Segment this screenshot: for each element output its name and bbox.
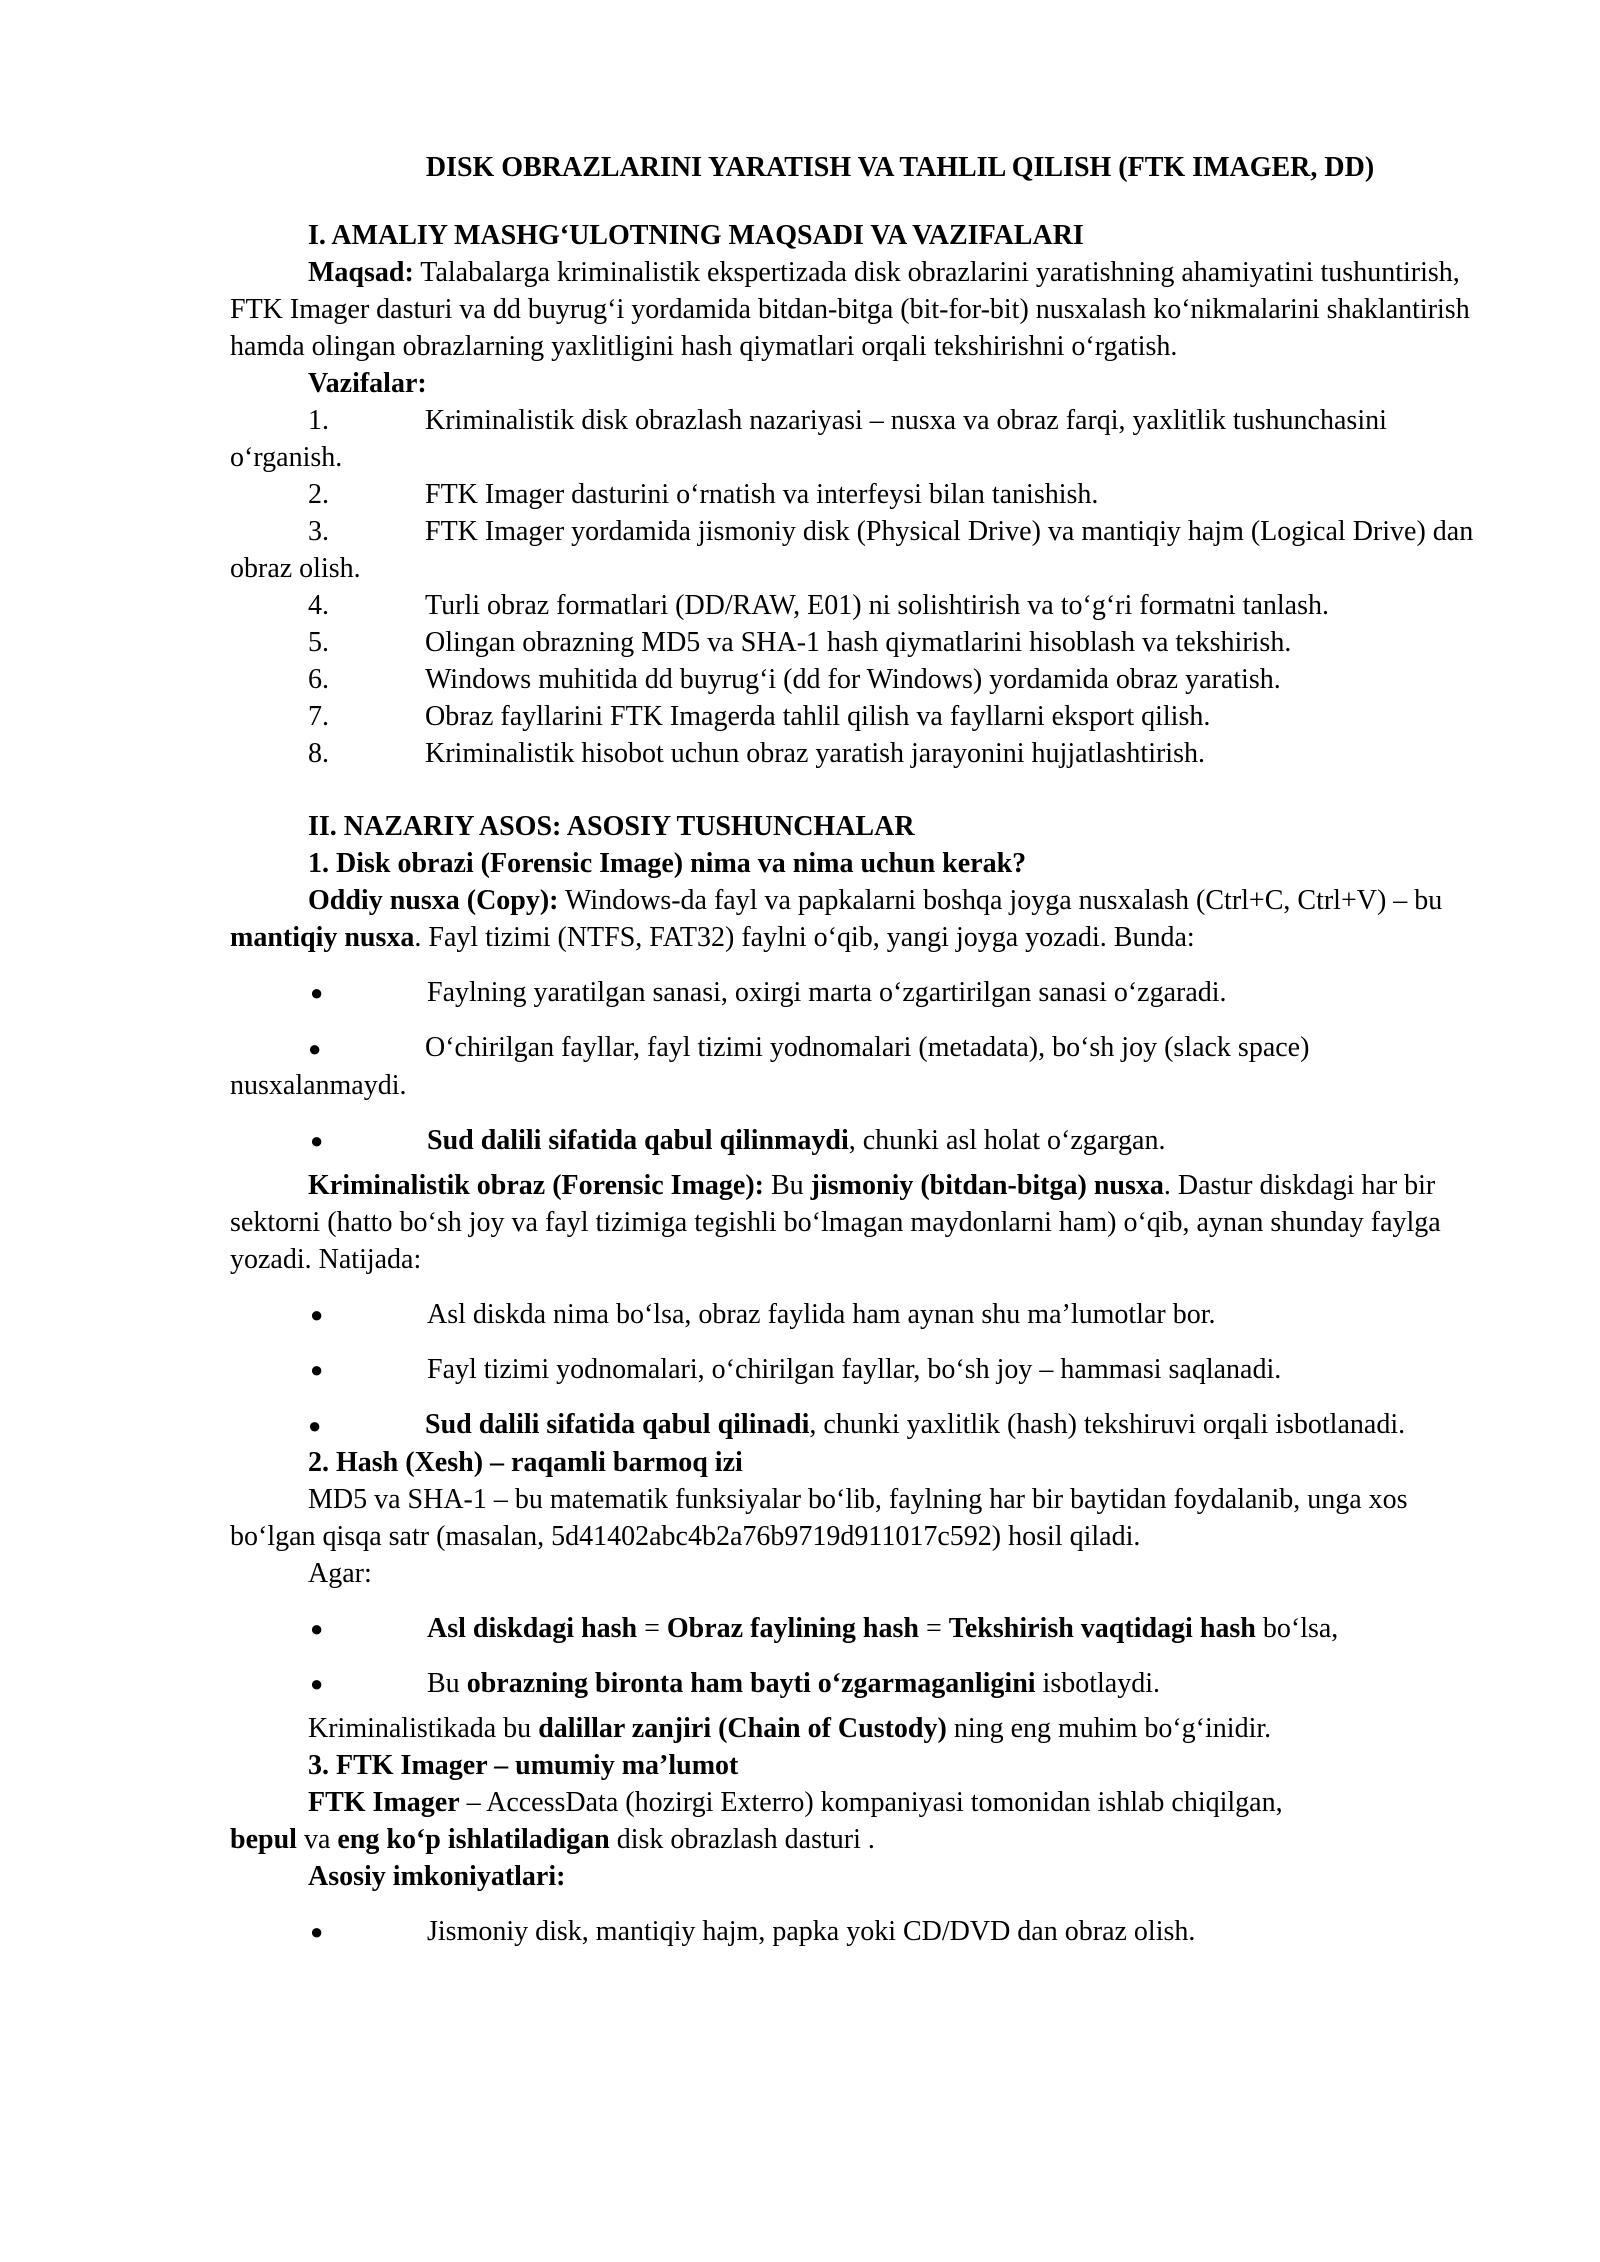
bullet-text: O‘chirilgan fayllar, fayl tizimi yodnomalari (metadata), bo‘sh joy (slack space) nusxalanmaydi. bbox=[230, 1032, 1310, 1101]
ftk-bold: eng ko‘p ishlatiladigan bbox=[337, 1824, 610, 1855]
tasks-list bbox=[230, 402, 1480, 772]
task-text: Obraz fayllarini FTK Imagerda tahlil qilish va fayllarni eksport qilish. bbox=[425, 701, 1211, 732]
task-item bbox=[230, 513, 1480, 587]
copy-label: Oddiy nusxa (Copy): bbox=[308, 885, 559, 916]
section-2-heading: II. NAZARIY ASOS: ASOSIY TUSHUNCHALAR bbox=[308, 811, 915, 842]
chain-bold: dalillar zanjiri (Chain of Custody) bbox=[538, 1713, 947, 1744]
bullet-icon: ● bbox=[310, 1671, 324, 1696]
task-number: 7. bbox=[308, 701, 329, 732]
bullet-icon: ● bbox=[310, 1357, 324, 1382]
task-number: 3. bbox=[308, 516, 329, 547]
task-item bbox=[230, 587, 1480, 624]
bullet-item bbox=[230, 974, 1480, 1011]
task-text: FTK Imager yordamida jismoniy disk (Physical Drive) va mantiqiy hajm (Logical Drive) dan obraz olish. bbox=[230, 516, 1474, 584]
bullet-text: Jismoniy disk, mantiqiy hajm, papka yoki CD/DVD dan obraz olish. bbox=[427, 1916, 1196, 1947]
ftk-paragraph bbox=[230, 1784, 1480, 1858]
bullet-text: bo‘lsa, bbox=[1255, 1613, 1339, 1644]
task-number: 5. bbox=[308, 627, 329, 658]
bullet-bold: Obraz faylining hash bbox=[666, 1613, 919, 1644]
chain-text: Kriminalistikada bu bbox=[308, 1713, 539, 1744]
task-number: 2. bbox=[308, 479, 329, 510]
copy-paragraph bbox=[230, 882, 1480, 956]
task-item bbox=[230, 402, 1480, 476]
task-item bbox=[230, 476, 1480, 513]
bullet-text: , chunki yaxlitlik (hash) tekshiruvi orqali isbotlanadi. bbox=[809, 1409, 1406, 1440]
task-item bbox=[230, 661, 1480, 698]
copy-text: . Fayl tizimi (NTFS, FAT32) faylni o‘qib, yangi joyga yozadi. Bunda: bbox=[414, 922, 1195, 953]
task-text: Kriminalistik disk obrazlash nazariyasi – nusxa va obraz farqi, yaxlitlik tushunchasini o‘rganish. bbox=[230, 405, 1387, 473]
bullet-item bbox=[230, 1029, 1480, 1104]
bullet-item bbox=[230, 1296, 1480, 1333]
agar-text: Agar: bbox=[308, 1558, 372, 1589]
fi-text: Bu bbox=[763, 1170, 811, 1201]
task-text: Kriminalistik hisobot uchun obraz yaratish jarayonini hujjatlashtirish. bbox=[425, 738, 1205, 769]
bullet-text: Asl diskda nima bo‘lsa, obraz faylida ham aynan shu ma’lumotlar bor. bbox=[427, 1299, 1216, 1330]
imkoniyatlar-label: Asosiy imkoniyatlari: bbox=[308, 1861, 566, 1892]
bullet-icon: ● bbox=[308, 1413, 322, 1438]
chain-text: ning eng muhim bo‘g‘inidir. bbox=[946, 1713, 1272, 1744]
bullet-bold: Asl diskdagi hash bbox=[427, 1613, 638, 1644]
task-number: 6. bbox=[308, 664, 329, 695]
bullet-item bbox=[230, 1122, 1480, 1159]
fi-label: Kriminalistik obraz (Forensic Image): bbox=[308, 1170, 764, 1201]
bullet-text: = bbox=[918, 1613, 949, 1644]
ftk-text: disk obrazlash dasturi . bbox=[609, 1824, 875, 1855]
hash-paragraph: MD5 va SHA-1 – bu matematik funksiyalar bo‘lib, faylning har bir baytidan foydalanib, unga xos bo‘lgan qisqa satr (masalan, 5d41402abc4b2a76b9719d911017c592) hosil qiladi. bbox=[230, 1484, 1408, 1552]
task-item bbox=[230, 735, 1480, 772]
subsection-3-heading: 3. FTK Imager – umumiy ma’lumot bbox=[308, 1750, 739, 1781]
ftk-bold: bepul bbox=[230, 1824, 297, 1855]
fi-text: . Dastur diskdagi har bir sektorni (hatto bo‘sh joy va fayl tizimiga tegishli bo‘lmagan maydonlarni ham) o‘qib, aynan shunday faylga yozadi. Natijada: bbox=[230, 1170, 1441, 1275]
bullet-item bbox=[230, 1610, 1480, 1647]
forensic-image-paragraph bbox=[230, 1167, 1480, 1278]
subsection-1-heading: 1. Disk obrazi (Forensic Image) nima va nima uchun kerak? bbox=[308, 848, 1027, 879]
ftk-text: – AccessData (hozirgi Exterro) kompaniyasi tomonidan ishlab chiqilgan, bbox=[459, 1787, 1283, 1818]
bullet-text: isbotlaydi. bbox=[1035, 1668, 1160, 1699]
copy-text: Windows-da fayl va papkalarni boshqa joyga nusxalash (Ctrl+C, Ctrl+V) – bu bbox=[558, 885, 1443, 916]
bullet-text: Fayl tizimi yodnomalari, o‘chirilgan fayllar, bo‘sh joy – hammasi saqlanadi. bbox=[427, 1354, 1282, 1385]
task-text: Turli obraz formatlari (DD/RAW, E01) ni solishtirish va to‘g‘ri formatni tanlash. bbox=[425, 590, 1329, 621]
task-item bbox=[230, 698, 1480, 735]
task-number: 1. bbox=[308, 405, 329, 436]
bullet-item bbox=[230, 1406, 1480, 1444]
bullet-bold: Tekshirish vaqtidagi hash bbox=[948, 1613, 1256, 1644]
bullet-text: = bbox=[637, 1613, 667, 1644]
bullet-icon: ● bbox=[310, 1616, 324, 1641]
bullet-icon: ● bbox=[310, 980, 324, 1005]
bullet-item bbox=[230, 1665, 1480, 1702]
bullet-text: Bu bbox=[427, 1668, 467, 1699]
section-gap bbox=[230, 772, 1480, 808]
document-title: DISK OBRAZLARINI YARATISH VA TAHLIL QILISH (FTK IMAGER, DD) bbox=[425, 152, 1375, 183]
subsection-2-heading: 2. Hash (Xesh) – raqamli barmoq izi bbox=[308, 1447, 743, 1478]
task-text: Olingan obrazning MD5 va SHA-1 hash qiymatlarini hisoblash va tekshirish. bbox=[425, 627, 1292, 658]
bullet-bold: Sud dalili sifatida qabul qilinadi bbox=[425, 1409, 810, 1440]
bullet-text: Faylning yaratilgan sanasi, oxirgi marta o‘zgartirilgan sanasi o‘zgaradi. bbox=[427, 977, 1227, 1008]
fi-bold: jismoniy (bitdan-bitga) nusxa bbox=[810, 1170, 1164, 1201]
ftk-bold: FTK Imager bbox=[308, 1787, 460, 1818]
maqsad-label: Maqsad: bbox=[308, 257, 414, 288]
bullet-item bbox=[230, 1351, 1480, 1388]
maqsad-text: Talabalarga kriminalistik ekspertizada disk obrazlarini yaratishning ahamiyatini tushuntirish, FTK Imager dasturi va dd buyrug‘i yordamida bitdan-bitga (bit-for-bit) nusxalash ko‘nikmalarini shaklantirish hamda olingan obrazlarning yaxlitligini hash qiymatlari orqali tekshirishni o‘rgatish. bbox=[230, 257, 1470, 362]
task-number: 8. bbox=[308, 738, 329, 769]
bullet-text: , chunki asl holat o‘zgargan. bbox=[848, 1125, 1166, 1156]
task-text: Windows muhitida dd buyrug‘i (dd for Windows) yordamida obraz yaratish. bbox=[425, 664, 1281, 695]
task-item bbox=[230, 624, 1480, 661]
section-1-heading: I. AMALIY MASHG‘ULOTNING MAQSADI VA VAZIFALARI bbox=[308, 220, 1084, 251]
task-number: 4. bbox=[308, 590, 329, 621]
vazifalar-label: Vazifalar: bbox=[308, 368, 427, 399]
bullet-icon: ● bbox=[310, 1128, 324, 1153]
bullet-icon: ● bbox=[310, 1302, 324, 1327]
bullet-item bbox=[230, 1913, 1480, 1950]
copy-bold: mantiqiy nusxa bbox=[230, 922, 415, 953]
bullet-bold: Sud dalili sifatida qabul qilinmaydi bbox=[427, 1125, 849, 1156]
bullet-bold: obrazning bironta ham bayti o‘zgarmaganligini bbox=[466, 1668, 1036, 1699]
ftk-text: va bbox=[296, 1824, 338, 1855]
task-text: FTK Imager dasturini o‘rnatish va interfeysi bilan tanishish. bbox=[425, 479, 1099, 510]
bullet-icon: ● bbox=[308, 1036, 322, 1061]
maqsad-paragraph bbox=[230, 254, 1480, 365]
bullet-icon: ● bbox=[310, 1919, 324, 1944]
chain-paragraph bbox=[230, 1710, 1480, 1747]
